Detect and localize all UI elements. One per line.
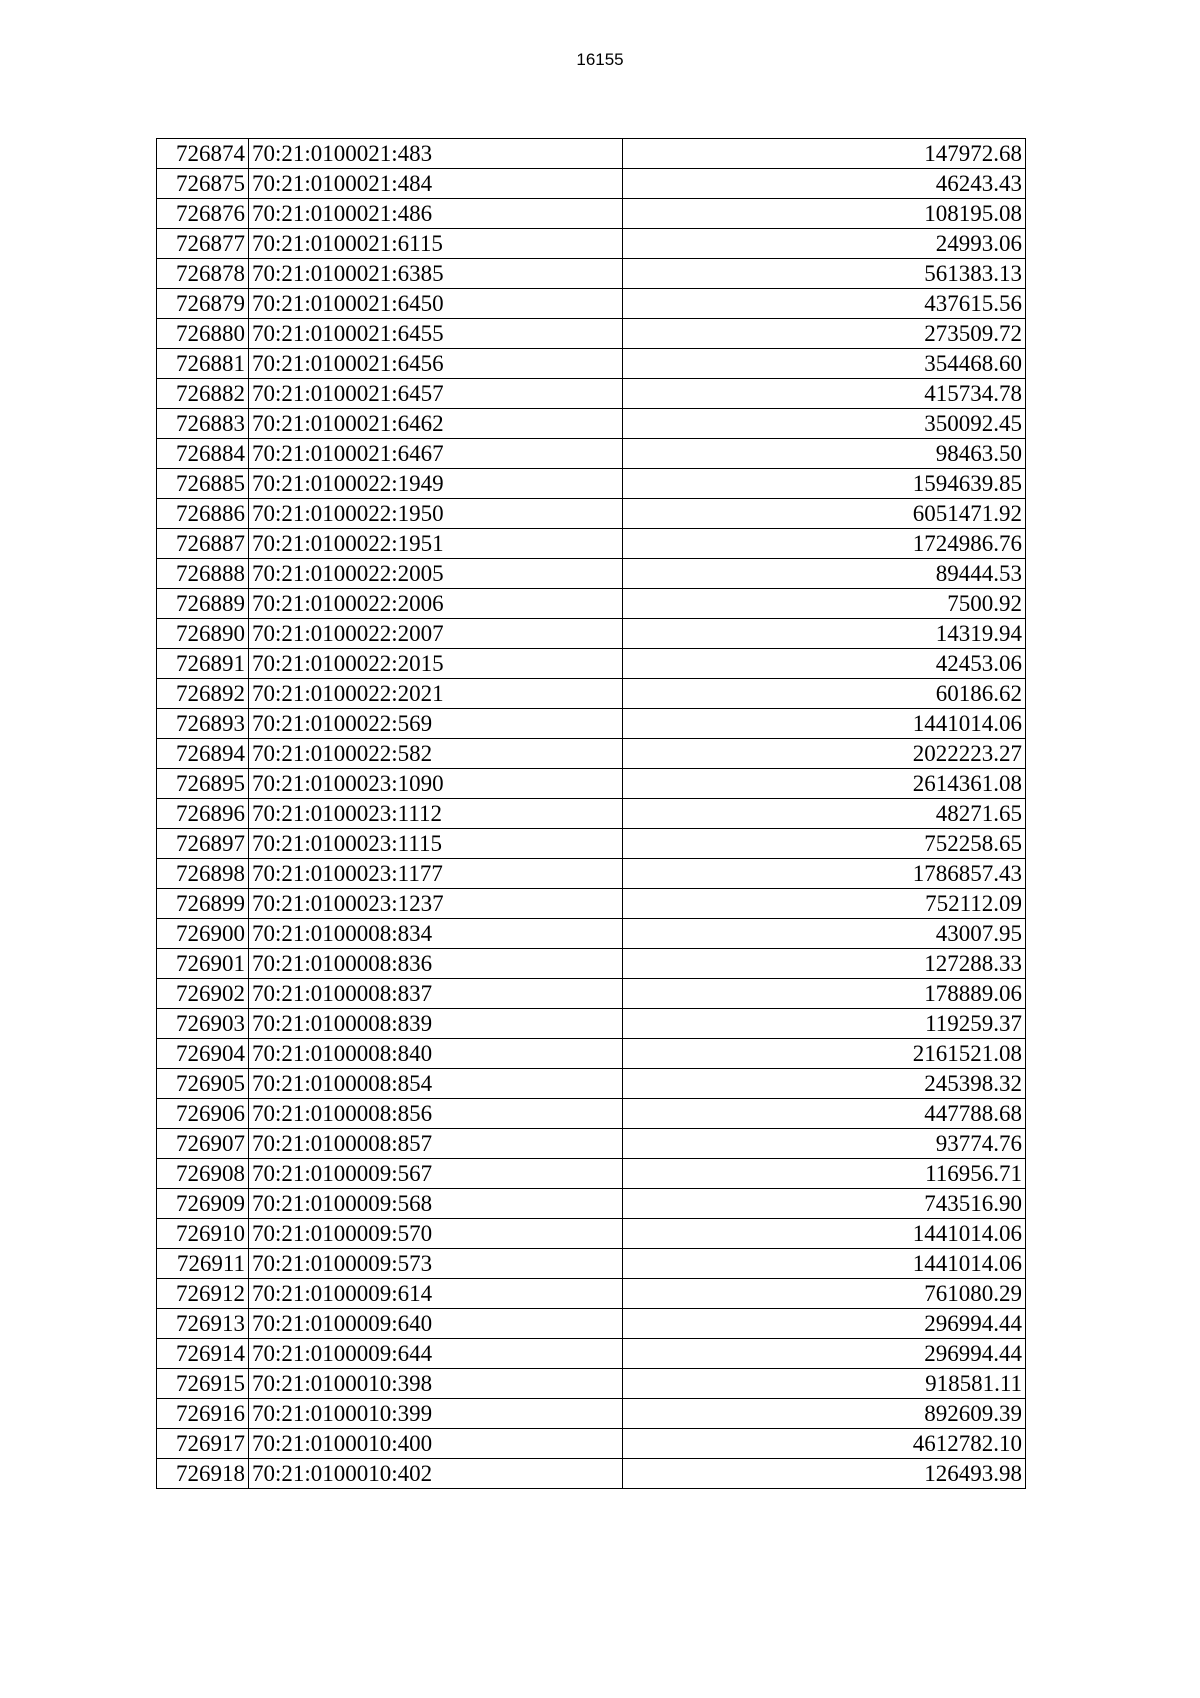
table-row bbox=[157, 1429, 1026, 1459]
cadastral-value-cell: 1724986.76 bbox=[623, 529, 1026, 559]
table-row bbox=[157, 1279, 1026, 1309]
table-row bbox=[157, 979, 1026, 1009]
cadastral-value-cell: 4612782.10 bbox=[623, 1429, 1026, 1459]
cadastral-number-cell: 70:21:0100008:837 bbox=[249, 979, 623, 1009]
table-row bbox=[157, 559, 1026, 589]
cadastral-number-cell: 70:21:0100022:1951 bbox=[249, 529, 623, 559]
cadastral-number-cell: 70:21:0100022:569 bbox=[249, 709, 623, 739]
cadastral-value-cell: 93774.76 bbox=[623, 1129, 1026, 1159]
table-row bbox=[157, 769, 1026, 799]
cadastral-number-cell: 70:21:0100021:486 bbox=[249, 199, 623, 229]
table-row bbox=[157, 499, 1026, 529]
table-row bbox=[157, 1129, 1026, 1159]
row-number-cell: 726884 bbox=[157, 439, 249, 469]
table-row bbox=[157, 1189, 1026, 1219]
cadastral-number-cell: 70:21:0100009:568 bbox=[249, 1189, 623, 1219]
cadastral-number-cell: 70:21:0100008:834 bbox=[249, 919, 623, 949]
row-number-cell: 726890 bbox=[157, 619, 249, 649]
row-number-cell: 726886 bbox=[157, 499, 249, 529]
table-row bbox=[157, 379, 1026, 409]
cadastral-number-cell: 70:21:0100009:573 bbox=[249, 1249, 623, 1279]
table-row bbox=[157, 259, 1026, 289]
cadastral-value-cell: 60186.62 bbox=[623, 679, 1026, 709]
table-row bbox=[157, 679, 1026, 709]
cadastral-number-cell: 70:21:0100009:640 bbox=[249, 1309, 623, 1339]
row-number-cell: 726903 bbox=[157, 1009, 249, 1039]
cadastral-number-cell: 70:21:0100022:2005 bbox=[249, 559, 623, 589]
table-row bbox=[157, 919, 1026, 949]
row-number-cell: 726880 bbox=[157, 319, 249, 349]
table-row bbox=[157, 1159, 1026, 1189]
cadastral-value-cell: 108195.08 bbox=[623, 199, 1026, 229]
cadastral-number-cell: 70:21:0100022:1949 bbox=[249, 469, 623, 499]
cadastral-value-cell: 126493.98 bbox=[623, 1459, 1026, 1489]
row-number-cell: 726894 bbox=[157, 739, 249, 769]
row-number-cell: 726899 bbox=[157, 889, 249, 919]
row-number-cell: 726917 bbox=[157, 1429, 249, 1459]
cadastral-number-cell: 70:21:0100009:644 bbox=[249, 1339, 623, 1369]
cadastral-value-cell: 43007.95 bbox=[623, 919, 1026, 949]
cadastral-value-cell: 743516.90 bbox=[623, 1189, 1026, 1219]
table-row bbox=[157, 1459, 1026, 1489]
row-number-cell: 726897 bbox=[157, 829, 249, 859]
cadastral-number-cell: 70:21:0100008:854 bbox=[249, 1069, 623, 1099]
cadastral-value-cell: 116956.71 bbox=[623, 1159, 1026, 1189]
table-row bbox=[157, 1399, 1026, 1429]
cadastral-number-cell: 70:21:0100021:6385 bbox=[249, 259, 623, 289]
table-row bbox=[157, 1309, 1026, 1339]
table-row bbox=[157, 589, 1026, 619]
table-row bbox=[157, 139, 1026, 169]
cadastral-value-cell: 918581.11 bbox=[623, 1369, 1026, 1399]
cadastral-value-cell: 1441014.06 bbox=[623, 709, 1026, 739]
cadastral-value-cell: 89444.53 bbox=[623, 559, 1026, 589]
cadastral-number-cell: 70:21:0100021:6450 bbox=[249, 289, 623, 319]
cadastral-number-cell: 70:21:0100022:2006 bbox=[249, 589, 623, 619]
row-number-cell: 726874 bbox=[157, 139, 249, 169]
cadastral-value-cell: 1786857.43 bbox=[623, 859, 1026, 889]
cadastral-number-cell: 70:21:0100010:402 bbox=[249, 1459, 623, 1489]
cadastral-value-cell: 2161521.08 bbox=[623, 1039, 1026, 1069]
table-row bbox=[157, 739, 1026, 769]
row-number-cell: 726891 bbox=[157, 649, 249, 679]
cadastral-number-cell: 70:21:0100009:570 bbox=[249, 1219, 623, 1249]
table-row bbox=[157, 829, 1026, 859]
cadastral-number-cell: 70:21:0100009:614 bbox=[249, 1279, 623, 1309]
table-row bbox=[157, 319, 1026, 349]
table-row bbox=[157, 1039, 1026, 1069]
cadastral-value-cell: 119259.37 bbox=[623, 1009, 1026, 1039]
row-number-cell: 726911 bbox=[157, 1249, 249, 1279]
page-number: 16155 bbox=[576, 50, 624, 69]
cadastral-number-cell: 70:21:0100022:582 bbox=[249, 739, 623, 769]
cadastral-number-cell: 70:21:0100009:567 bbox=[249, 1159, 623, 1189]
cadastral-value-cell: 447788.68 bbox=[623, 1099, 1026, 1129]
row-number-cell: 726912 bbox=[157, 1279, 249, 1309]
row-number-cell: 726905 bbox=[157, 1069, 249, 1099]
cadastral-value-cell: 437615.56 bbox=[623, 289, 1026, 319]
row-number-cell: 726881 bbox=[157, 349, 249, 379]
table-row bbox=[157, 1219, 1026, 1249]
table-row bbox=[157, 799, 1026, 829]
cadastral-value-cell: 350092.45 bbox=[623, 409, 1026, 439]
cadastral-number-cell: 70:21:0100010:398 bbox=[249, 1369, 623, 1399]
cadastral-number-cell: 70:21:0100021:6462 bbox=[249, 409, 623, 439]
table-row bbox=[157, 619, 1026, 649]
row-number-cell: 726901 bbox=[157, 949, 249, 979]
row-number-cell: 726889 bbox=[157, 589, 249, 619]
table-row bbox=[157, 169, 1026, 199]
table-row bbox=[157, 889, 1026, 919]
table-row bbox=[157, 199, 1026, 229]
table-row bbox=[157, 229, 1026, 259]
row-number-cell: 726902 bbox=[157, 979, 249, 1009]
row-number-cell: 726895 bbox=[157, 769, 249, 799]
row-number-cell: 726914 bbox=[157, 1339, 249, 1369]
cadastral-value-cell: 1594639.85 bbox=[623, 469, 1026, 499]
row-number-cell: 726878 bbox=[157, 259, 249, 289]
cadastral-number-cell: 70:21:0100010:399 bbox=[249, 1399, 623, 1429]
row-number-cell: 726913 bbox=[157, 1309, 249, 1339]
cadastral-number-cell: 70:21:0100008:856 bbox=[249, 1099, 623, 1129]
table-row bbox=[157, 1369, 1026, 1399]
row-number-cell: 726888 bbox=[157, 559, 249, 589]
row-number-cell: 726882 bbox=[157, 379, 249, 409]
row-number-cell: 726918 bbox=[157, 1459, 249, 1489]
row-number-cell: 726916 bbox=[157, 1399, 249, 1429]
table-row bbox=[157, 709, 1026, 739]
cadastral-value-cell: 273509.72 bbox=[623, 319, 1026, 349]
table-row bbox=[157, 649, 1026, 679]
cadastral-value-cell: 752112.09 bbox=[623, 889, 1026, 919]
cadastral-number-cell: 70:21:0100008:836 bbox=[249, 949, 623, 979]
cadastral-number-cell: 70:21:0100021:6467 bbox=[249, 439, 623, 469]
table-row bbox=[157, 439, 1026, 469]
row-number-cell: 726900 bbox=[157, 919, 249, 949]
cadastral-value-cell: 354468.60 bbox=[623, 349, 1026, 379]
row-number-cell: 726879 bbox=[157, 289, 249, 319]
cadastral-value-table bbox=[156, 138, 1026, 1489]
row-number-cell: 726893 bbox=[157, 709, 249, 739]
cadastral-number-cell: 70:21:0100008:857 bbox=[249, 1129, 623, 1159]
row-number-cell: 726887 bbox=[157, 529, 249, 559]
cadastral-number-cell: 70:21:0100008:839 bbox=[249, 1009, 623, 1039]
cadastral-value-cell: 24993.06 bbox=[623, 229, 1026, 259]
cadastral-value-cell: 296994.44 bbox=[623, 1339, 1026, 1369]
table-row bbox=[157, 349, 1026, 379]
cadastral-number-cell: 70:21:0100023:1115 bbox=[249, 829, 623, 859]
cadastral-value-cell: 42453.06 bbox=[623, 649, 1026, 679]
cadastral-value-cell: 761080.29 bbox=[623, 1279, 1026, 1309]
table-row bbox=[157, 1339, 1026, 1369]
row-number-cell: 726906 bbox=[157, 1099, 249, 1129]
row-number-cell: 726907 bbox=[157, 1129, 249, 1159]
cadastral-number-cell: 70:21:0100023:1237 bbox=[249, 889, 623, 919]
row-number-cell: 726892 bbox=[157, 679, 249, 709]
cadastral-number-cell: 70:21:0100023:1112 bbox=[249, 799, 623, 829]
row-number-cell: 726883 bbox=[157, 409, 249, 439]
table-row bbox=[157, 1069, 1026, 1099]
cadastral-value-cell: 6051471.92 bbox=[623, 499, 1026, 529]
cadastral-number-cell: 70:21:0100021:6455 bbox=[249, 319, 623, 349]
cadastral-number-cell: 70:21:0100021:483 bbox=[249, 139, 623, 169]
cadastral-value-cell: 147972.68 bbox=[623, 139, 1026, 169]
cadastral-value-cell: 415734.78 bbox=[623, 379, 1026, 409]
cadastral-value-cell: 2022223.27 bbox=[623, 739, 1026, 769]
table-row bbox=[157, 859, 1026, 889]
cadastral-number-cell: 70:21:0100021:6457 bbox=[249, 379, 623, 409]
cadastral-number-cell: 70:21:0100023:1177 bbox=[249, 859, 623, 889]
table-row bbox=[157, 1249, 1026, 1279]
cadastral-number-cell: 70:21:0100021:6115 bbox=[249, 229, 623, 259]
cadastral-number-cell: 70:21:0100022:2007 bbox=[249, 619, 623, 649]
cadastral-value-cell: 14319.94 bbox=[623, 619, 1026, 649]
table-body bbox=[157, 139, 1026, 1489]
table-row bbox=[157, 949, 1026, 979]
cadastral-value-cell: 892609.39 bbox=[623, 1399, 1026, 1429]
cadastral-value-cell: 2614361.08 bbox=[623, 769, 1026, 799]
row-number-cell: 726898 bbox=[157, 859, 249, 889]
table-row bbox=[157, 1009, 1026, 1039]
cadastral-value-cell: 178889.06 bbox=[623, 979, 1026, 1009]
cadastral-value-cell: 296994.44 bbox=[623, 1309, 1026, 1339]
cadastral-value-cell: 1441014.06 bbox=[623, 1249, 1026, 1279]
cadastral-value-cell: 46243.43 bbox=[623, 169, 1026, 199]
row-number-cell: 726875 bbox=[157, 169, 249, 199]
cadastral-value-cell: 561383.13 bbox=[623, 259, 1026, 289]
cadastral-value-cell: 48271.65 bbox=[623, 799, 1026, 829]
row-number-cell: 726885 bbox=[157, 469, 249, 499]
row-number-cell: 726908 bbox=[157, 1159, 249, 1189]
row-number-cell: 726876 bbox=[157, 199, 249, 229]
table-row bbox=[157, 289, 1026, 319]
row-number-cell: 726896 bbox=[157, 799, 249, 829]
row-number-cell: 726904 bbox=[157, 1039, 249, 1069]
cadastral-number-cell: 70:21:0100021:6456 bbox=[249, 349, 623, 379]
cadastral-value-cell: 1441014.06 bbox=[623, 1219, 1026, 1249]
table-row bbox=[157, 409, 1026, 439]
cadastral-value-cell: 7500.92 bbox=[623, 589, 1026, 619]
cadastral-value-cell: 127288.33 bbox=[623, 949, 1026, 979]
row-number-cell: 726877 bbox=[157, 229, 249, 259]
cadastral-value-cell: 98463.50 bbox=[623, 439, 1026, 469]
cadastral-number-cell: 70:21:0100010:400 bbox=[249, 1429, 623, 1459]
cadastral-number-cell: 70:21:0100022:1950 bbox=[249, 499, 623, 529]
table-row bbox=[157, 529, 1026, 559]
row-number-cell: 726915 bbox=[157, 1369, 249, 1399]
cadastral-number-cell: 70:21:0100008:840 bbox=[249, 1039, 623, 1069]
row-number-cell: 726910 bbox=[157, 1219, 249, 1249]
cadastral-value-cell: 752258.65 bbox=[623, 829, 1026, 859]
table-row bbox=[157, 1099, 1026, 1129]
cadastral-number-cell: 70:21:0100021:484 bbox=[249, 169, 623, 199]
cadastral-number-cell: 70:21:0100022:2015 bbox=[249, 649, 623, 679]
cadastral-value-cell: 245398.32 bbox=[623, 1069, 1026, 1099]
row-number-cell: 726909 bbox=[157, 1189, 249, 1219]
cadastral-number-cell: 70:21:0100023:1090 bbox=[249, 769, 623, 799]
table-row bbox=[157, 469, 1026, 499]
cadastral-number-cell: 70:21:0100022:2021 bbox=[249, 679, 623, 709]
